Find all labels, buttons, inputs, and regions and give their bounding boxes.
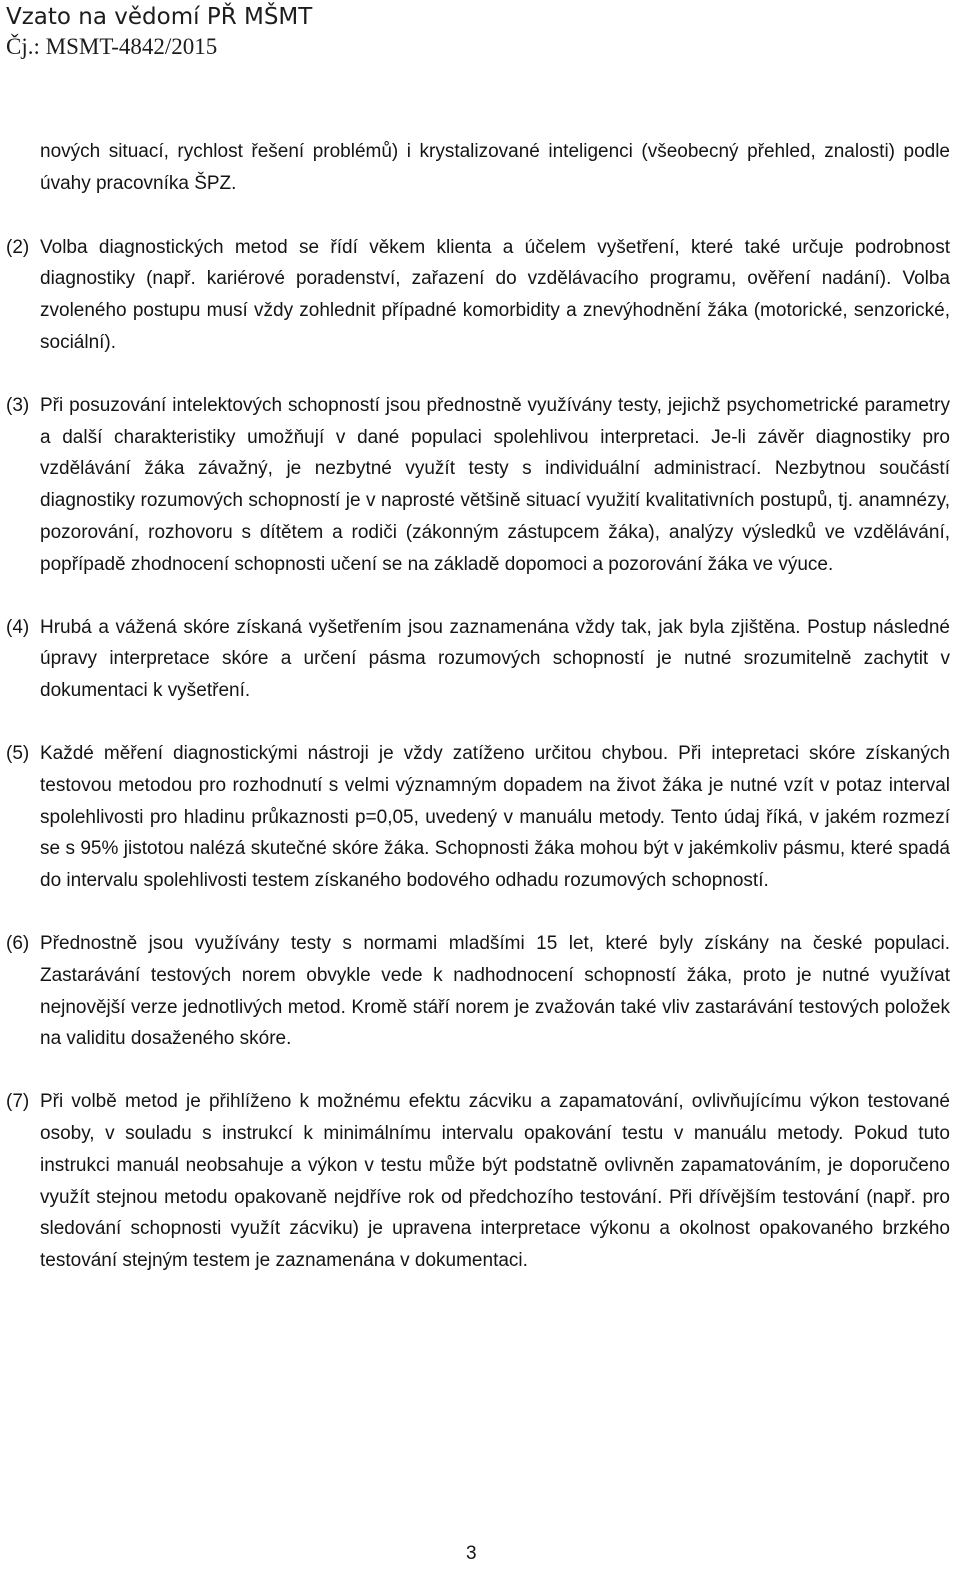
- paragraph-text: Každé měření diagnostickými nástroji je vždy zatíženo určitou chybou. Při intepretaci skóre získaných testovou metodou pro rozhodnutí s velmi významným dopadem na život žáka je nutné vzít v potaz interval spolehlivosti pro hladinu průkaznosti p=0,05, uvedený v manuálu metody. Tento údaj říká, v jakém rozmezí se s 95% jistotou nalézá skutečné skóre žáka. Schopnosti žáka mohou být v jakémkoliv pásmu, které spadá do intervalu spolehlivosti testem získaného bodového odhadu rozumových schopností.: [40, 742, 950, 892]
- paragraph-7: [6, 1086, 950, 1277]
- paragraph-2: [6, 232, 950, 359]
- reference-number: Čj.: MSMT-4842/2015: [6, 34, 218, 59]
- document-header: [6, 0, 312, 62]
- paragraph-continuation: [40, 136, 950, 200]
- page-number: 3: [466, 1543, 477, 1564]
- paragraph-number: (4): [6, 616, 30, 638]
- paragraph-text: Přednostně jsou využívány testy s normami mladšími 15 let, které byly získány na české populaci. Zastarávání testových norem obvykle vede k nadhodnocení schopností žáka, proto je nutné využívat nejnovější verze jednotlivých metod. Kromě stáří norem je zvažován také vliv zastarávání testových položek na validitu dosaženého skóre.: [40, 932, 950, 1050]
- approval-note: Vzato na vědomí PŘ MŠMT: [6, 4, 313, 30]
- paragraph-number: (2): [6, 236, 30, 258]
- paragraph-text: Při posuzování intelektových schopností jsou přednostně využívány testy, jejichž psychometrické parametry a další charakteristiky umožňují v dané populaci spolehlivou interpretaci. Je-li závěr diagnostiky pro vzdělávání žáka závažný, je nezbytné využít testy s individuální administrací. Nezbytnou součástí diagnostiky rozumových schopností je v naprosté většině situací využití kvalitativních postupů, tj. anamnézy, pozorování, rozhovoru s dítětem a rodiči (zákonným zástupcem žáka), analýzy výsledků ve vzdělávání, popřípadě zhodnocení schopnosti učení se na základě dopomoci a pozorování žáka ve výuce.: [40, 394, 950, 575]
- paragraph-number: (7): [6, 1091, 30, 1113]
- paragraph-4: [6, 612, 950, 707]
- document-body: [6, 136, 950, 1308]
- paragraph-number: (6): [6, 932, 30, 954]
- paragraph-text: nových situací, rychlost řešení problémů) i krystalizované inteligenci (všeobecný přehled, znalosti) podle úvahy pracovníka ŠPZ.: [40, 141, 950, 194]
- paragraph-6: [6, 928, 950, 1055]
- paragraph-number: (5): [6, 742, 30, 764]
- paragraph-3: [6, 390, 950, 581]
- paragraph-number: (3): [6, 394, 30, 416]
- paragraph-text: Volba diagnostických metod se řídí věkem klienta a účelem vyšetření, které také určuje podrobnost diagnostiky (např. kariérové poradenství, zařazení do vzdělávacího programu, ověření nadání). Volba zvoleného postupu musí vždy zohlednit případné komorbidity a znevýhodnění žáka (motorické, senzorické, sociální).: [40, 236, 950, 353]
- paragraph-5: [6, 738, 950, 897]
- paragraph-text: Hrubá a vážená skóre získaná vyšetřením jsou zaznamenána vždy tak, jak byla zjištěna. Postup následné úpravy interpretace skóre a určení pásma rozumových schopností je nutné srozumitelně zachytit v dokumentaci k vyšetření.: [40, 616, 950, 702]
- paragraph-text: Při volbě metod je přihlíženo k možnému efektu zácviku a zapamatování, ovlivňujícímu výkon testované osoby, v souladu s instrukcí k minimálnímu intervalu opakování testu v manuálu metody. Pokud tuto instrukci manuál neobsahuje a výkon v testu může být podstatně ovlivněn zapamatováním, je doporučeno využít stejnou metodu opakovaně nejdříve rok od předchozího testování. Při dřívějším testování (např. pro sledování schopnosti využít zácviku) je upravena interpretace výkonu a okolnost opakovaného brzkého testování stejným testem je zaznamenána v dokumentaci.: [40, 1091, 950, 1272]
